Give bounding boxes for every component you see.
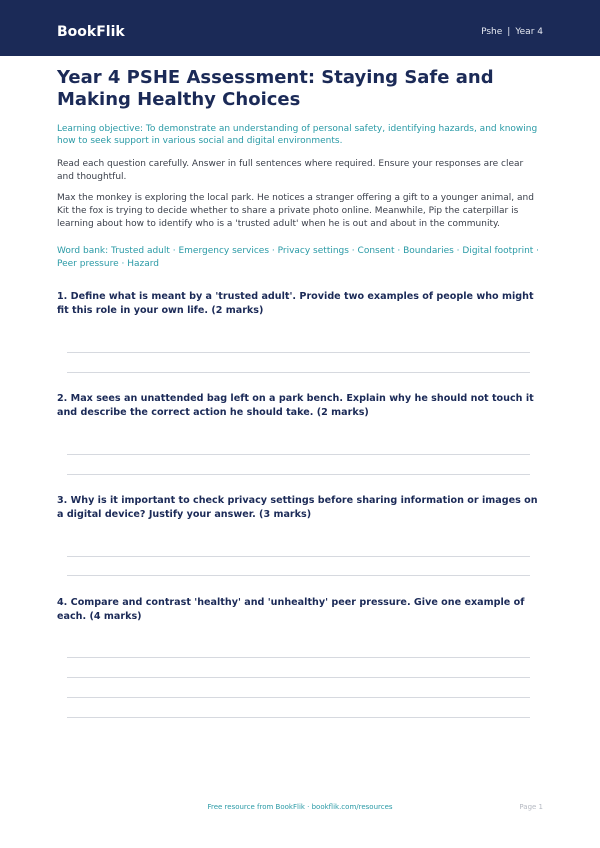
breadcrumb: [481, 27, 543, 37]
answer-line-4-4[interactable]: [67, 717, 530, 718]
answer-line-4-2[interactable]: [67, 677, 530, 678]
breadcrumb-separator: |: [507, 27, 511, 37]
question-2: [57, 392, 543, 420]
answer-line-2-1[interactable]: [67, 454, 530, 455]
brand-logo[interactable]: BookFlik: [57, 24, 125, 40]
scenario-text: Max the monkey is exploring the local park. He notices a stranger offering a gift to a younger animal, and Kit the fox is trying to decide whether to share a private photo online. Meanwhile, Pip the caterpillar is learning about how to identify who is a 'trusted adult' when he is out and about in the community.: [57, 193, 534, 229]
word-bank: Word bank: Trusted adult · Emergency services · Privacy settings · Consent · Boundaries · Digital footprint · Peer pressure · Hazard: [57, 246, 540, 269]
page-number: Page 1: [519, 803, 543, 811]
question-1-text: 1. Define what is meant by a 'trusted adult'. Provide two examples of people who might fit this role in your own life. (2 marks): [57, 291, 534, 316]
answer-line-2-2[interactable]: [67, 474, 530, 475]
answer-line-1-1[interactable]: [67, 352, 530, 353]
page-title: Year 4 PSHE Assessment: Staying Safe and Making Healthy Choices: [57, 67, 494, 110]
question-1: [57, 290, 543, 318]
answer-line-1-2[interactable]: [67, 372, 530, 373]
question-3-text: 3. Why is it important to check privacy settings before sharing information or images on a digital device? Justify your answer. (3 marks): [57, 495, 538, 520]
answer-line-3-2[interactable]: [67, 575, 530, 576]
breadcrumb-subject: Pshe: [481, 27, 503, 37]
question-3: [57, 494, 543, 522]
learning-objective: Learning objective: To demonstrate an understanding of personal safety, identifying hazards, and knowing how to seek support in various social and digital environments.: [57, 124, 538, 146]
footer-credit-link[interactable]: Free resource from BookFlik · bookflik.com/resources: [207, 803, 393, 811]
answer-line-4-1[interactable]: [67, 657, 530, 658]
question-4: [57, 596, 543, 624]
instructions-text: Read each question carefully. Answer in full sentences where required. Ensure your responses are clear and thoughtful.: [57, 159, 524, 182]
question-2-text: 2. Max sees an unattended bag left on a park bench. Explain why he should not touch it and describe the correct action he should take. (2 marks): [57, 393, 534, 418]
breadcrumb-year: Year 4: [515, 27, 543, 37]
answer-line-3-1[interactable]: [67, 556, 530, 557]
question-4-text: 4. Compare and contrast 'healthy' and 'unhealthy' peer pressure. Give one example of each. (4 marks): [57, 597, 525, 622]
header-bar: [0, 0, 600, 56]
answer-line-4-3[interactable]: [67, 697, 530, 698]
